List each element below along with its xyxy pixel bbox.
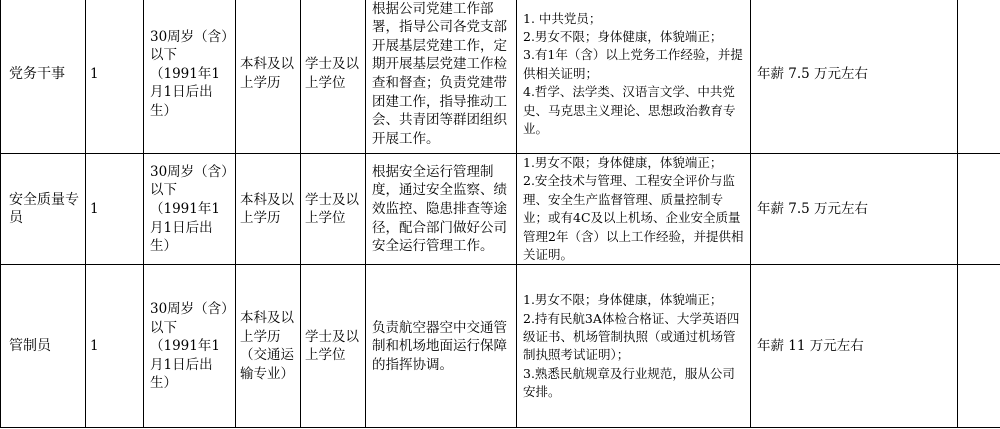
table-row bbox=[1, 0, 1000, 154]
education-requirement: 本科及以上学历（交通运输专业） bbox=[236, 265, 301, 428]
birth-date-limit: （1991年1月1日后出生） bbox=[150, 65, 220, 119]
salary: 年薪 7.5 万元左右 bbox=[751, 0, 958, 154]
birth-date-limit: （1991年1月1日后出生） bbox=[150, 200, 220, 255]
salary: 年薪 11 万元左右 bbox=[751, 265, 958, 428]
age-limit: 30周岁（含）以下 bbox=[150, 300, 228, 336]
table-row bbox=[1, 265, 1000, 428]
education-requirement: 本科及以上学历 bbox=[236, 0, 301, 154]
position-title: 党务干事 bbox=[1, 0, 86, 154]
requirement-item: 1. 中共党员； bbox=[523, 10, 602, 26]
empty-cell bbox=[958, 154, 1000, 265]
table-row bbox=[1, 154, 1000, 265]
age-requirement bbox=[144, 265, 236, 428]
requirement-item: 2.持有民航3A体检合格证、大学英语四级证书、机场管制执照（或通过机场管制执照考试证明）； bbox=[523, 310, 740, 363]
age-requirement bbox=[144, 154, 236, 265]
job-requirements bbox=[517, 265, 751, 428]
position-title: 管制员 bbox=[1, 265, 86, 428]
job-duty: 根据安全运行管理制度，通过安全监察、绩效监控、隐患排查等途径，配合部门做好公司安全运行管理工作。 bbox=[366, 154, 517, 265]
salary: 年薪 7.5 万元左右 bbox=[751, 154, 958, 265]
age-limit: 30周岁（含）以下 bbox=[150, 28, 228, 64]
requirement-item: 1.男女不限；身体健康，体貌端正； bbox=[523, 292, 723, 308]
age-limit: 30周岁（含）以下 bbox=[150, 163, 228, 199]
degree-requirement: 学士及以上学位 bbox=[301, 154, 366, 265]
job-requirements bbox=[517, 154, 751, 265]
degree-requirement: 学士及以上学位 bbox=[301, 265, 366, 428]
headcount: 1 bbox=[86, 154, 144, 265]
job-requirements bbox=[517, 0, 751, 154]
headcount: 1 bbox=[86, 0, 144, 154]
requirement-item: 3.熟悉民航规章及行业规范，服从公司安排。 bbox=[523, 365, 735, 400]
job-duty: 根据公司党建工作部署，指导公司各党支部开展基层党建工作，定期开展基层党建工作检查和督查；负责党建带团建工作，指导推动工会、共青团等群团组织开展工作。 bbox=[366, 0, 517, 154]
age-requirement bbox=[144, 0, 236, 154]
headcount: 1 bbox=[86, 265, 144, 428]
job-duty: 负责航空器空中交通管制和机场地面运行保障的指挥协调。 bbox=[366, 265, 517, 428]
degree-requirement: 学士及以上学位 bbox=[301, 0, 366, 154]
education-requirement: 本科及以上学历 bbox=[236, 154, 301, 265]
requirement-item: 2.安全技术与管理、工程安全评价与监理、安全生产监督管理、质量控制专业；或有4C及以上机场、企业安全质量管理2年（含）以上工作经验，并提供相关证明。 bbox=[523, 173, 744, 263]
requirement-item: 3.有1年（含）以上党务工作经验，并提供相关证明； bbox=[523, 47, 743, 81]
position-title: 安全质量专员 bbox=[1, 154, 86, 265]
requirement-item: 1.男女不限；身体健康，体貌端正； bbox=[523, 155, 723, 170]
empty-cell bbox=[958, 265, 1000, 428]
empty-cell bbox=[958, 0, 1000, 154]
birth-date-limit: （1991年1月1日后出生） bbox=[150, 338, 220, 392]
requirement-item: 4.哲学、法学类、汉语言文学、中共党史、马克思主义理论、思想政治教育专业。 bbox=[523, 84, 736, 137]
requirement-item: 2.男女不限；身体健康，体貌端正； bbox=[523, 28, 723, 44]
